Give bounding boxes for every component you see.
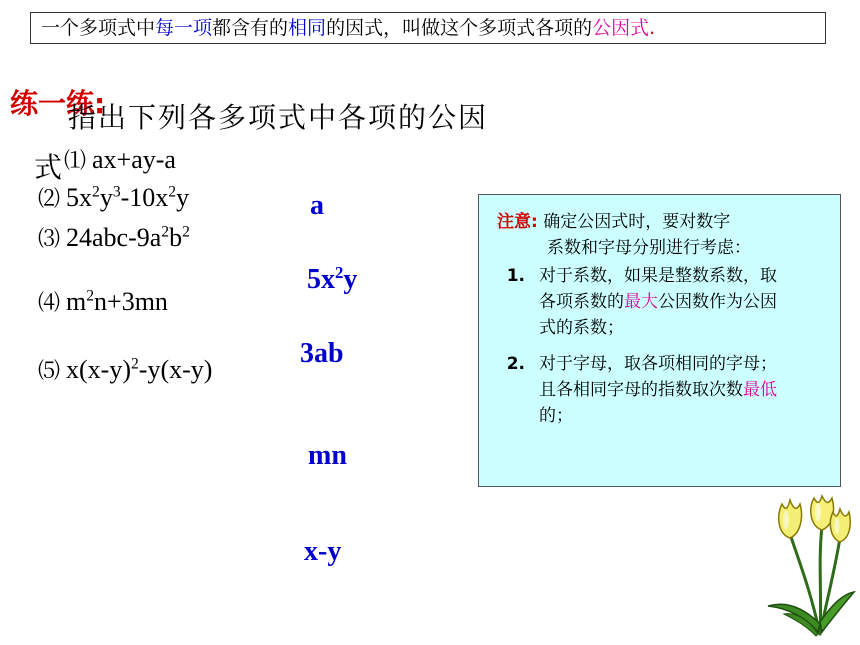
answer-5: x-y	[304, 536, 342, 567]
problem-number: ⑸	[38, 358, 61, 383]
problem-number: ⑴	[64, 148, 87, 173]
definition-text-1: 一个多项式中	[41, 17, 156, 39]
problem-5: ⑸ $x(x-y)^2-y(x-y)$	[38, 355, 213, 384]
note-box	[478, 194, 841, 487]
definition-highlight-common-factor: 公因式	[592, 17, 650, 39]
problem-number: ⑵	[38, 186, 61, 211]
tulip-flower-icon	[760, 494, 856, 640]
note-label: 注意:	[497, 212, 538, 232]
answer-1: a	[310, 190, 324, 221]
note-item-text: 对于系数，如果是整数系数，取各项系数的最大公因数作为公因式的系数；	[539, 266, 777, 338]
note-item-text: 对于字母，取各项相同的字母；且各相同字母的指数取次数最低的；	[539, 354, 777, 426]
definition-text-3: 的因式，叫做这个多项式各项的	[326, 17, 593, 39]
practice-label: 练一练:	[10, 87, 106, 120]
definition-box	[30, 12, 826, 44]
note-item-number: 1.	[506, 266, 525, 286]
answer-4: mn	[308, 440, 347, 471]
note-heading	[489, 209, 830, 235]
definition-text-2: 都含有的	[212, 17, 289, 39]
note-item-1	[489, 263, 830, 341]
note-item-2	[489, 351, 830, 429]
problem-4: ⑷ $m^2n+3mn$	[38, 287, 168, 316]
problem-number: ⑶	[38, 226, 61, 251]
task-title-continued: 式	[34, 151, 63, 184]
problem-expression: ax+ay-a	[92, 145, 176, 174]
note-line-1: 确定公因式时，要对数字	[543, 212, 731, 232]
problem-number: ⑷	[38, 290, 61, 315]
definition-highlight-each-term: 每一项	[155, 17, 213, 39]
note-item-number: 2.	[506, 354, 525, 374]
task-title: 指出下列各多项式中各项的公因	[68, 101, 489, 134]
problem-1	[64, 144, 176, 175]
note-line-2: 系数和字母分别进行考虑：	[547, 238, 751, 258]
definition-period: .	[649, 17, 656, 39]
problem-2: ⑵ $5x^2y^3-10x^2y$	[38, 183, 190, 212]
answer-3: 3ab	[300, 338, 344, 369]
answer-2: $5x^2y$	[307, 262, 358, 295]
definition-highlight-same: 相同	[288, 17, 327, 39]
problem-3: ⑶ $24abc-9a^2b^2$	[38, 223, 190, 252]
